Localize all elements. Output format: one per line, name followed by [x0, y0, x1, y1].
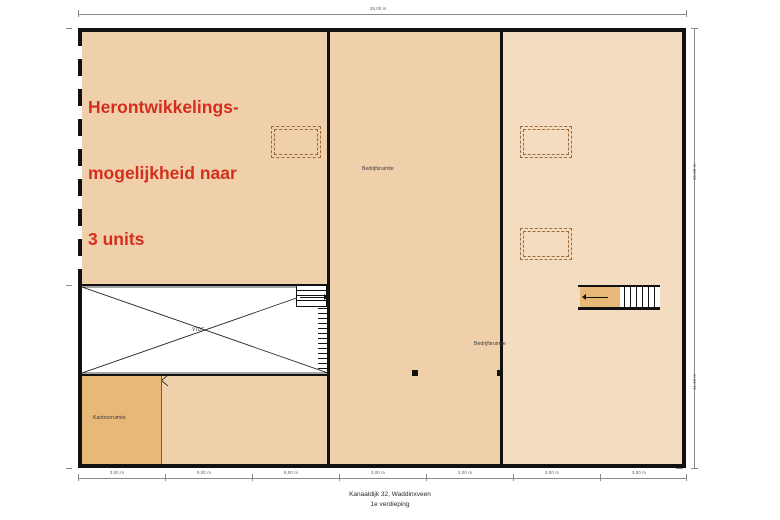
wall-left: [78, 28, 82, 468]
stair-direction-arrow: [300, 297, 324, 298]
dimension-label-bottom: 3,00 m: [545, 470, 560, 475]
dimension-label-right-outer: 15,00 m: [692, 163, 697, 180]
caption-address: Kanaaldijk 32, Waddinxveen: [349, 491, 431, 498]
dimension-label-bottom: 5,00 m: [197, 470, 212, 475]
vide-label: VIDE: [192, 327, 206, 333]
stair-step: [296, 295, 327, 296]
bedrijfsruimte-right-label: Bedrijfsruimte: [474, 341, 506, 347]
stair-step: [318, 323, 328, 324]
stair-step: [318, 313, 328, 314]
dimension-label-bottom: 3,00 m: [110, 470, 125, 475]
headline-line-3: 3 units: [88, 229, 145, 249]
stair-step: [318, 343, 328, 344]
stair-step: [318, 348, 328, 349]
stair-step: [630, 287, 631, 307]
roof-hatch-icon: [271, 126, 321, 158]
stair-step: [318, 358, 328, 359]
dimension-label-top: 25,00 m: [370, 6, 387, 11]
dimension-label-bottom: 3,00 m: [632, 470, 647, 475]
stair-step: [318, 333, 328, 334]
stair-direction-arrow-head: [324, 294, 328, 300]
dimension-label-right-lower: 11,10 m: [692, 373, 697, 390]
wall-divider-2: [500, 28, 503, 468]
stair-step: [318, 353, 328, 354]
wall-right: [682, 28, 686, 468]
dimension-label-bottom: 5,00 m: [284, 470, 299, 475]
stair-step: [318, 368, 328, 369]
roof-hatch-icon: [520, 126, 572, 158]
window-gap: [78, 76, 82, 89]
stair-step: [642, 287, 643, 307]
headline-line-2: mogelijkheid naar: [88, 163, 237, 183]
stair-step: [318, 318, 328, 319]
headline: [88, 52, 239, 294]
window-gap: [78, 46, 82, 59]
window-gap: [78, 226, 82, 239]
wall-bottom: [78, 464, 686, 468]
window-gap: [78, 136, 82, 149]
stair-step: [318, 363, 328, 364]
stair-step: [296, 290, 327, 291]
roof-hatch-icon: [520, 228, 572, 260]
dimension-label-bottom: 3,00 m: [458, 470, 473, 475]
pillar: [497, 370, 503, 376]
stair-step: [318, 308, 328, 309]
stair-step: [318, 328, 328, 329]
dimension-label-bottom: 3,00 m: [371, 470, 386, 475]
wall-top: [78, 28, 686, 32]
wall-divider-1: [327, 28, 330, 468]
stair-direction-arrow-head: [582, 294, 586, 300]
caption-floor: 1e verdieping: [370, 501, 410, 508]
stair-step: [296, 300, 327, 301]
stair-step: [624, 287, 625, 307]
window-gap: [78, 106, 82, 119]
pillar: [412, 370, 418, 376]
stair-step: [636, 287, 637, 307]
staircase-left: [296, 285, 327, 307]
wall-vide-bottom: [78, 374, 330, 376]
window-gap: [78, 196, 82, 209]
wall-stair-right-bottom: [578, 307, 660, 310]
bedrijfsruimte-center-label: Bedrijfsruimte: [362, 166, 394, 172]
stair-step: [654, 287, 655, 307]
stair-direction-arrow: [586, 297, 608, 298]
stair-step: [648, 287, 649, 307]
window-gap: [78, 256, 82, 269]
headline-line-1: Herontwikkelings-: [88, 97, 239, 117]
stair-step: [318, 338, 328, 339]
kantoorruimte-label: Kantoorruimte: [93, 415, 126, 421]
window-gap: [78, 166, 82, 179]
